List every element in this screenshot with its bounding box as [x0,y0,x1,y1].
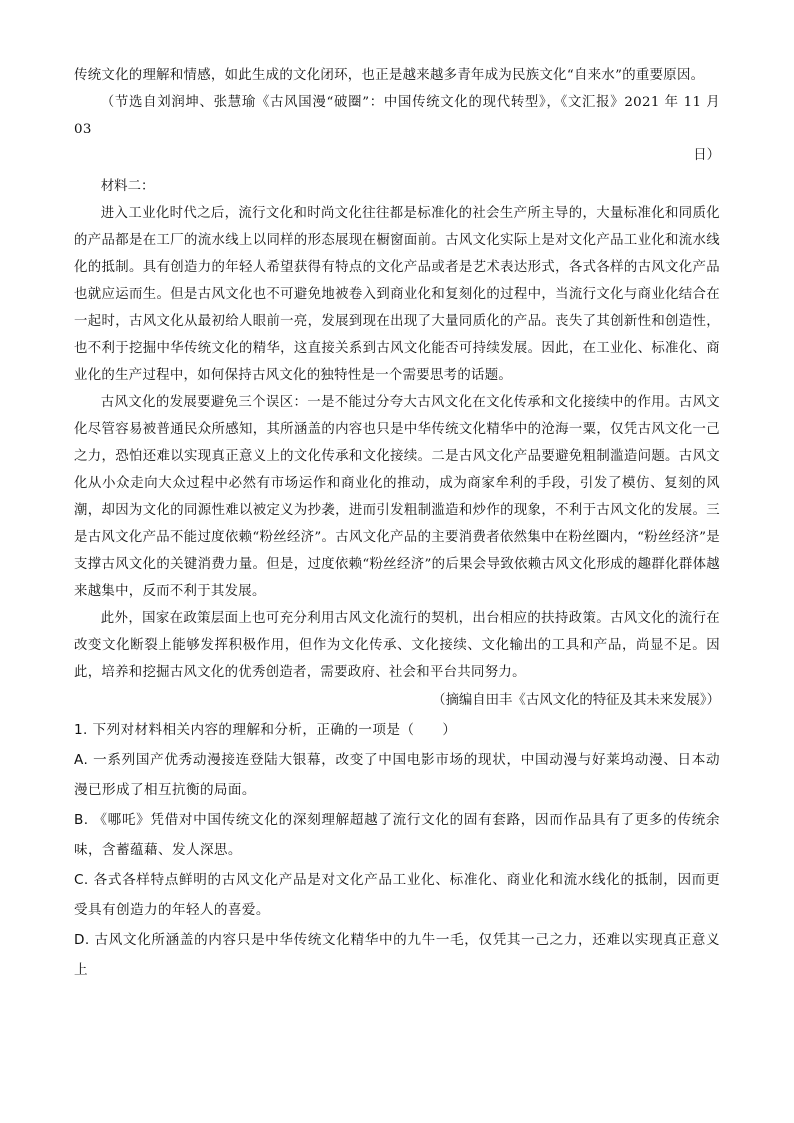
material2-paragraph-2: 古风文化的发展要避免三个误区：一是不能过分夸大古风文化在文化传承和文化接续中的作用。古风文化尽管容易被普通民众所感知，其所涵盖的内容也只是中华传统文化精华中的沧海一粟，仅凭古风文化一己之力，恐怕还难以实现真正意义上的文化传承和文化接续。二是古风文化产品要避免粗制滥造问题。古风文化从小众走向大众过程中必然有市场运作和商业化的推动，成为商家牟利的手段，引发了模仿、复刻的风潮，却因为文化的同源性难以被定义为抄袭，进而引发粗制滥造和炒作的现象，不利于古风文化的发展。三是古风文化产品不能过度依赖“粉丝经济”。古风文化产品的主要消费者依然集中在粉丝圈内，“粉丝经济”是支撑古风文化的关键消费力量。但是，过度依赖“粉丝经济”的后果会导致依赖古风文化形成的趣群化群体越来越集中，反而不利于其发展。 [74,395,720,599]
material1-source: （节选自刘润坤、张慧瑜《古风国漫“破圈”：中国传统文化的现代转型》，《文汇报》2021 年 11 月 03 [74,95,720,137]
document-page [74,62,720,985]
material2-paragraph-1: 进入工业化时代之后，流行文化和时尚文化往往都是标准化的社会生产所主导的，大量标准化和同质化的产品都是在工厂的流水线上以同样的形态展现在橱窗面前。古风文化实际上是对文化产品工业化和流水线化的抵制。具有创造力的年轻人希望获得有特点的文化产品或者是艺术表达形式，各式各样的古风文化产品也就应运而生。但是古风文化也不可避免地被卷入到商业化和复刻化的过程中，当流行文化与商业化结合在一起时，古风文化从最初给人眼前一亮，发展到现在出现了大量同质化的产品。丧失了其创新性和创造性，也不利于挖掘中华传统文化的精华，这直接关系到古风文化能否可持续发展。因此，在工业化、标准化、商业化的生产过程中，如何保持古风文化的独特性是一个需要思考的话题。 [74,206,720,383]
material2-source: （摘编自田丰《古风文化的特征及其未来发展》） [432,693,720,708]
option-b: B. 《哪吒》凭借对中国传统文化的深刻理解超越了流行文化的固有套路，因而作品具有了更多的传统余味，含蓄蕴藉、发人深思。 [74,812,720,858]
option-a: A. 一系列国产优秀动漫接连登陆大银幕，改变了中国电影市场的现状，中国动漫与好莱坞动漫、日本动漫已形成了相互抗衡的局面。 [74,752,720,798]
option-c: C. 各式各样特点鲜明的古风文化产品是对文化产品工业化、标准化、商业化和流水线化的抵制，因而更受具有创造力的年轻人的喜爱。 [74,872,720,918]
material1-source-end: 日） [693,148,720,163]
option-d: D. 古风文化所涵盖的内容只是中华传统文化精华中的九牛一毛，仅凭其一己之力，还难以实现真正意义上 [74,932,720,978]
question-stem: 1. 下列对材料相关内容的理解和分析，正确的一项是（ ） [74,722,457,738]
material1-tail-text: 传统文化的理解和情感，如此生成的文化闭环，也正是越来越多青年成为民族文化“自来水”的重要原因。 [74,68,705,83]
material2-paragraph-3: 此外，国家在政策层面上也可充分利用古风文化流行的契机，出台相应的扶持政策。古风文化的流行在改变文化断裂上能够发挥积极作用，但作为文化传承、文化接续、文化输出的工具和产品，尚显不足。因此，培养和挖掘古风文化的优秀创造者，需要政府、社会和平台共同努力。 [74,611,720,680]
material2-label: 材料二： [100,179,155,194]
